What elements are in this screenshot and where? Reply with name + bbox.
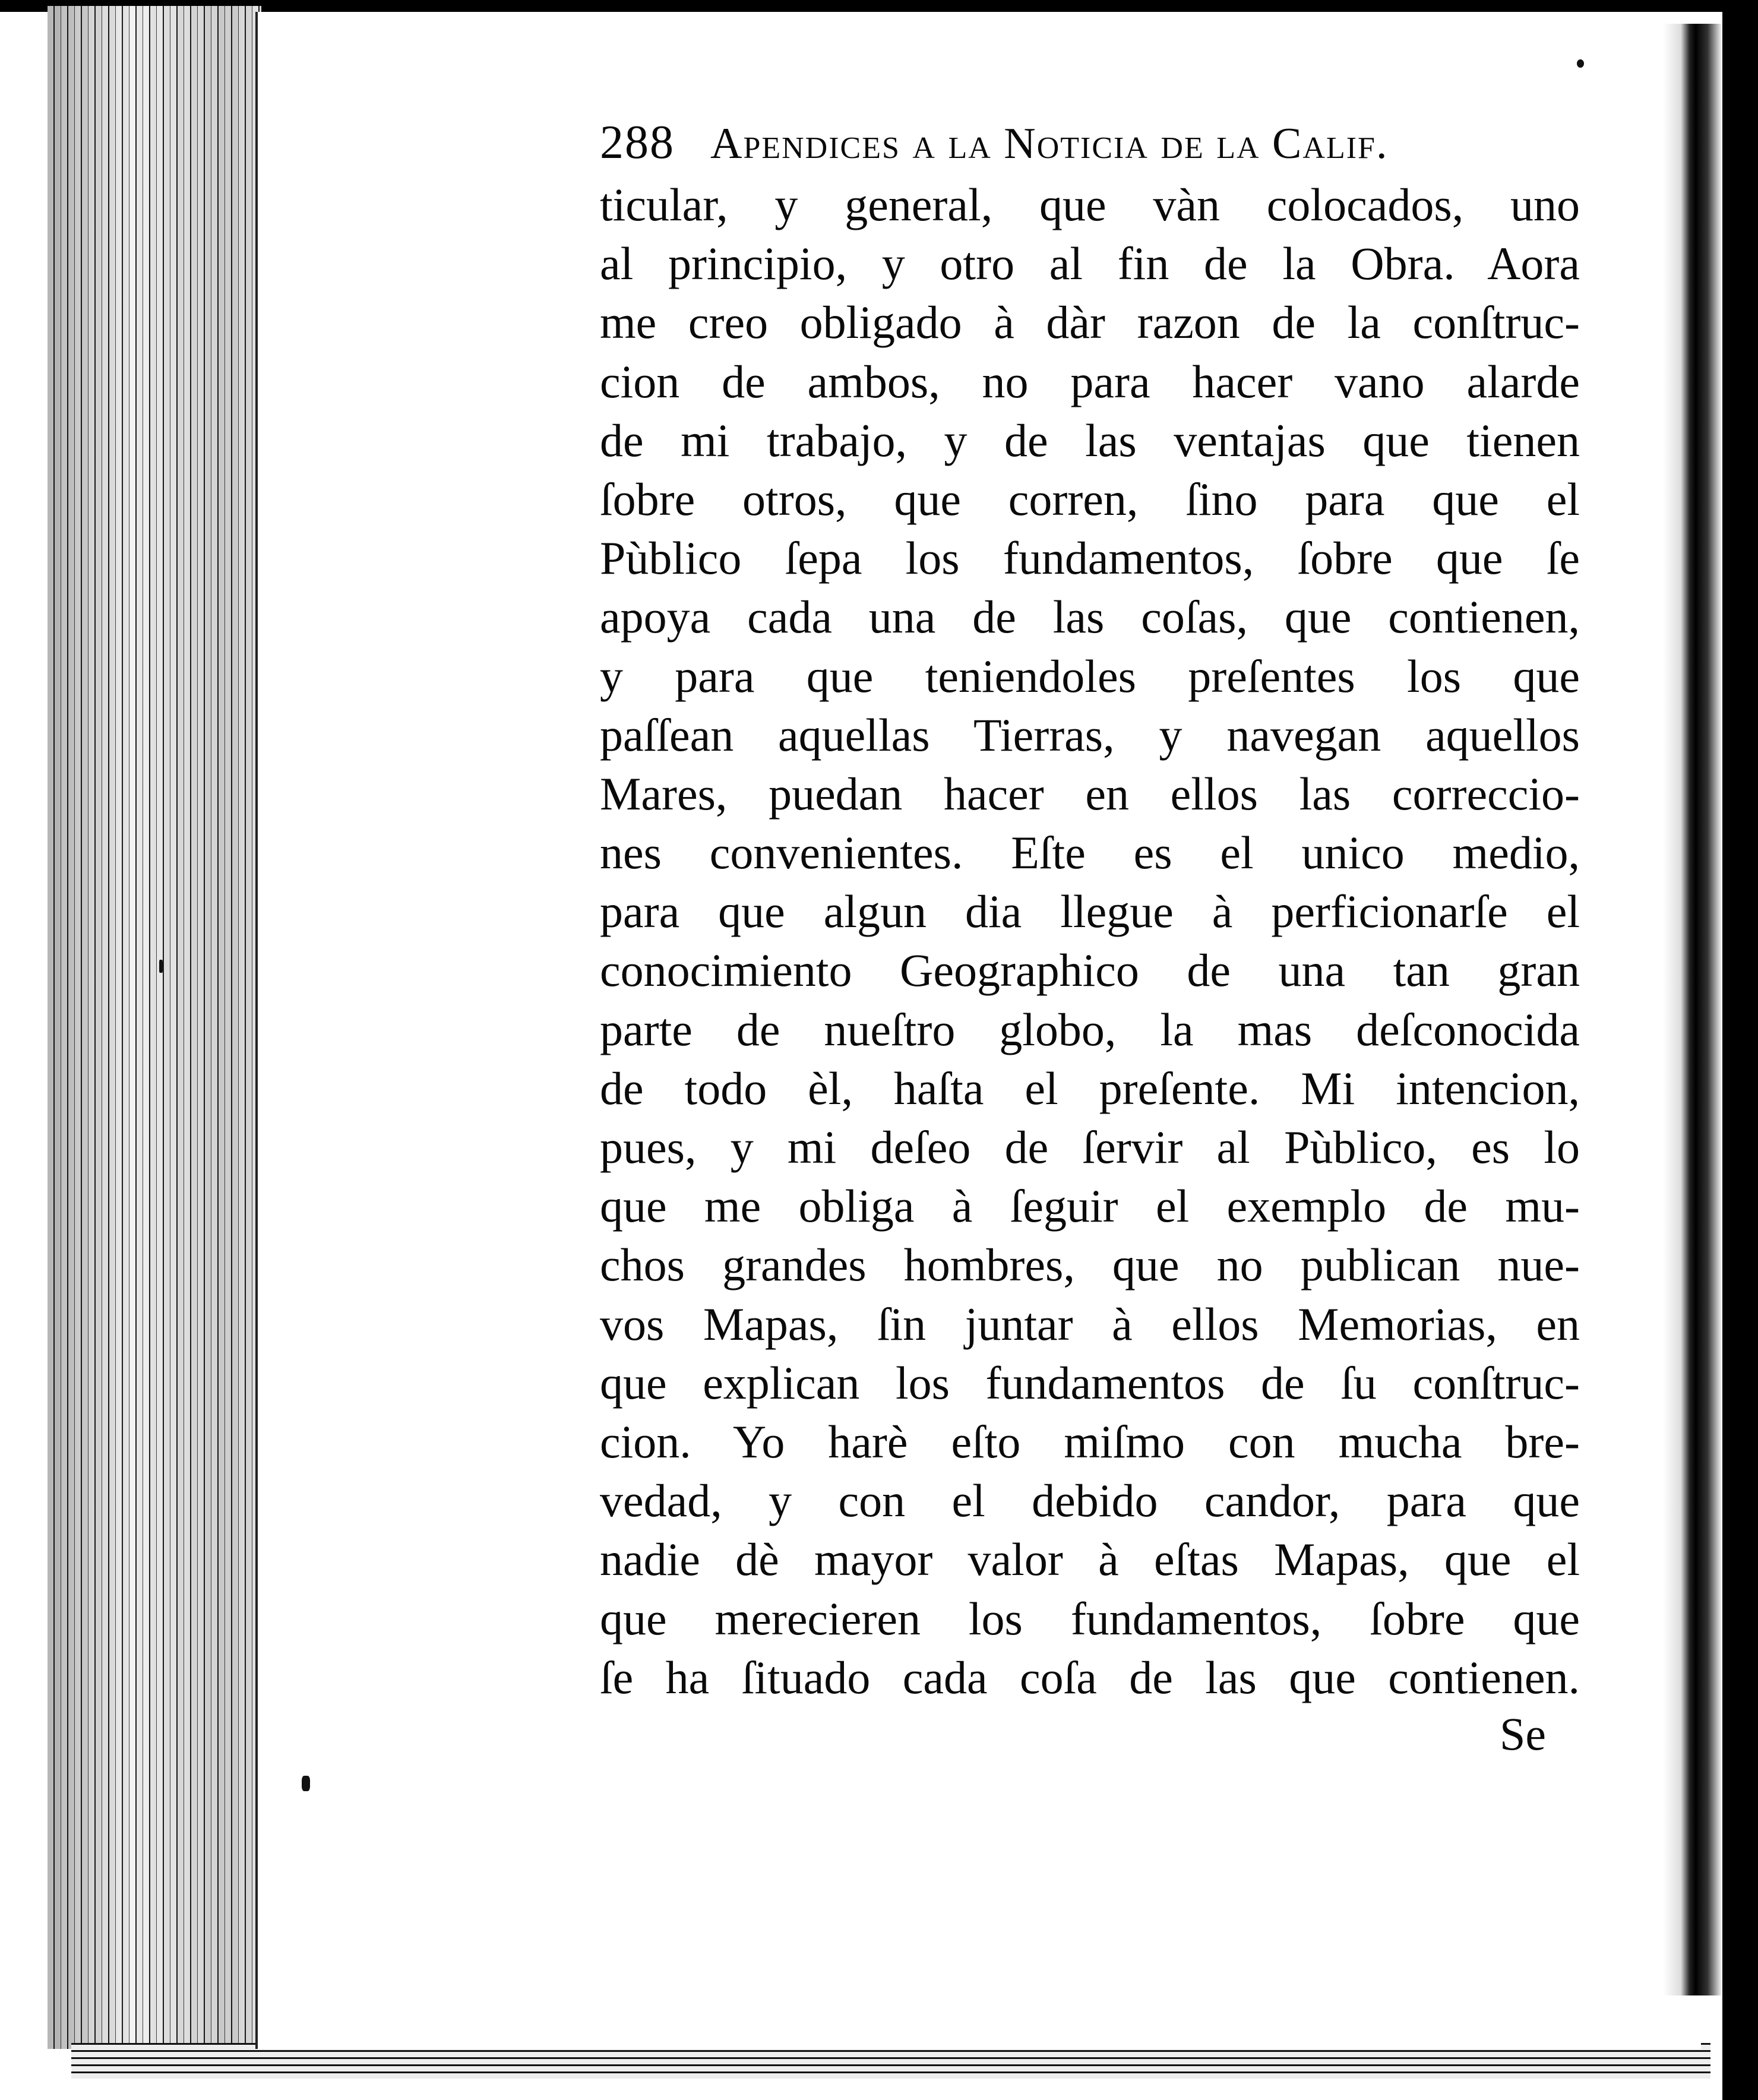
text-line: Pùblico ſepa los fundamentos, ſobre que ſe [600, 532, 1580, 584]
scan-right-border [1722, 0, 1758, 2100]
text-line: para que algun dia llegue à perficionarſe el [600, 885, 1580, 938]
ink-speck [302, 1776, 310, 1791]
text-line: que me obliga à ſeguir el exemplo de mu- [600, 1180, 1580, 1232]
text-line: y para que teniendoles preſentes los que [600, 650, 1580, 702]
text-line: nadie dè mayor valor à eſtas Mapas, que el [600, 1533, 1580, 1586]
running-title: Apendices a la Noticia de la Calif. [710, 119, 1389, 168]
text-line: Mares, puedan hacer en ellos las correccio- [600, 767, 1580, 820]
text-line: de todo èl, haſta el preſente. Mi intencion, [600, 1062, 1580, 1114]
text-line: chos grandes hombres, que no publican nue- [600, 1239, 1580, 1291]
text-line: que explican los fundamentos de ſu conſtruc- [600, 1356, 1580, 1409]
text-line: cion. Yo harè eſto miſmo con mucha bre- [600, 1415, 1580, 1468]
text-line: conocimiento Geographico de una tan gran [600, 944, 1580, 997]
text-line: de mi trabajo, y de las ventajas que tienen [600, 414, 1580, 466]
text-line: vos Mapas, ſin juntar à ellos Memorias, en [600, 1298, 1580, 1350]
book-page-edge-right [1663, 24, 1722, 1995]
catchword: Se [1500, 1708, 1546, 1760]
text-line: parte de nueſtro globo, la mas deſconocida [600, 1003, 1580, 1055]
text-line: cion de ambos, no para hacer vano alarde [600, 355, 1580, 407]
ink-speck [159, 960, 163, 973]
text-line: apoya cada una de las coſas, que contienen, [600, 591, 1580, 643]
text-line: al principio, y otro al fin de la Obra. Aora [600, 238, 1580, 290]
running-head [600, 110, 1580, 175]
text-line: pues, y mi deſeo de ſervir al Pùblico, es lo [600, 1121, 1580, 1173]
text-line: paſſean aquellas Tierras, y navegan aquellos [600, 709, 1580, 761]
page-number: 288 [600, 116, 675, 169]
text-line: ticular, y general, que vàn colocados, uno [600, 179, 1580, 230]
body-text [600, 175, 1580, 1707]
text-block [600, 110, 1580, 1707]
text-line: ſobre otros, que corren, ſino para que el [600, 473, 1580, 525]
scan-top-border [0, 0, 1758, 12]
book-edge-shadow [48, 6, 261, 2049]
text-line: que merecieren los fundamentos, ſobre que [600, 1592, 1580, 1644]
text-line: vedad, y con el debido candor, para que [600, 1475, 1580, 1527]
text-line: nes convenientes. Eſte es el unico medio, [600, 827, 1580, 879]
text-line: ſe ha ſituado cada coſa de las que contienen. [600, 1651, 1580, 1703]
ink-speck [1577, 59, 1584, 68]
text-line: me creo obligado à dàr razon de la conſtruc- [600, 296, 1580, 349]
